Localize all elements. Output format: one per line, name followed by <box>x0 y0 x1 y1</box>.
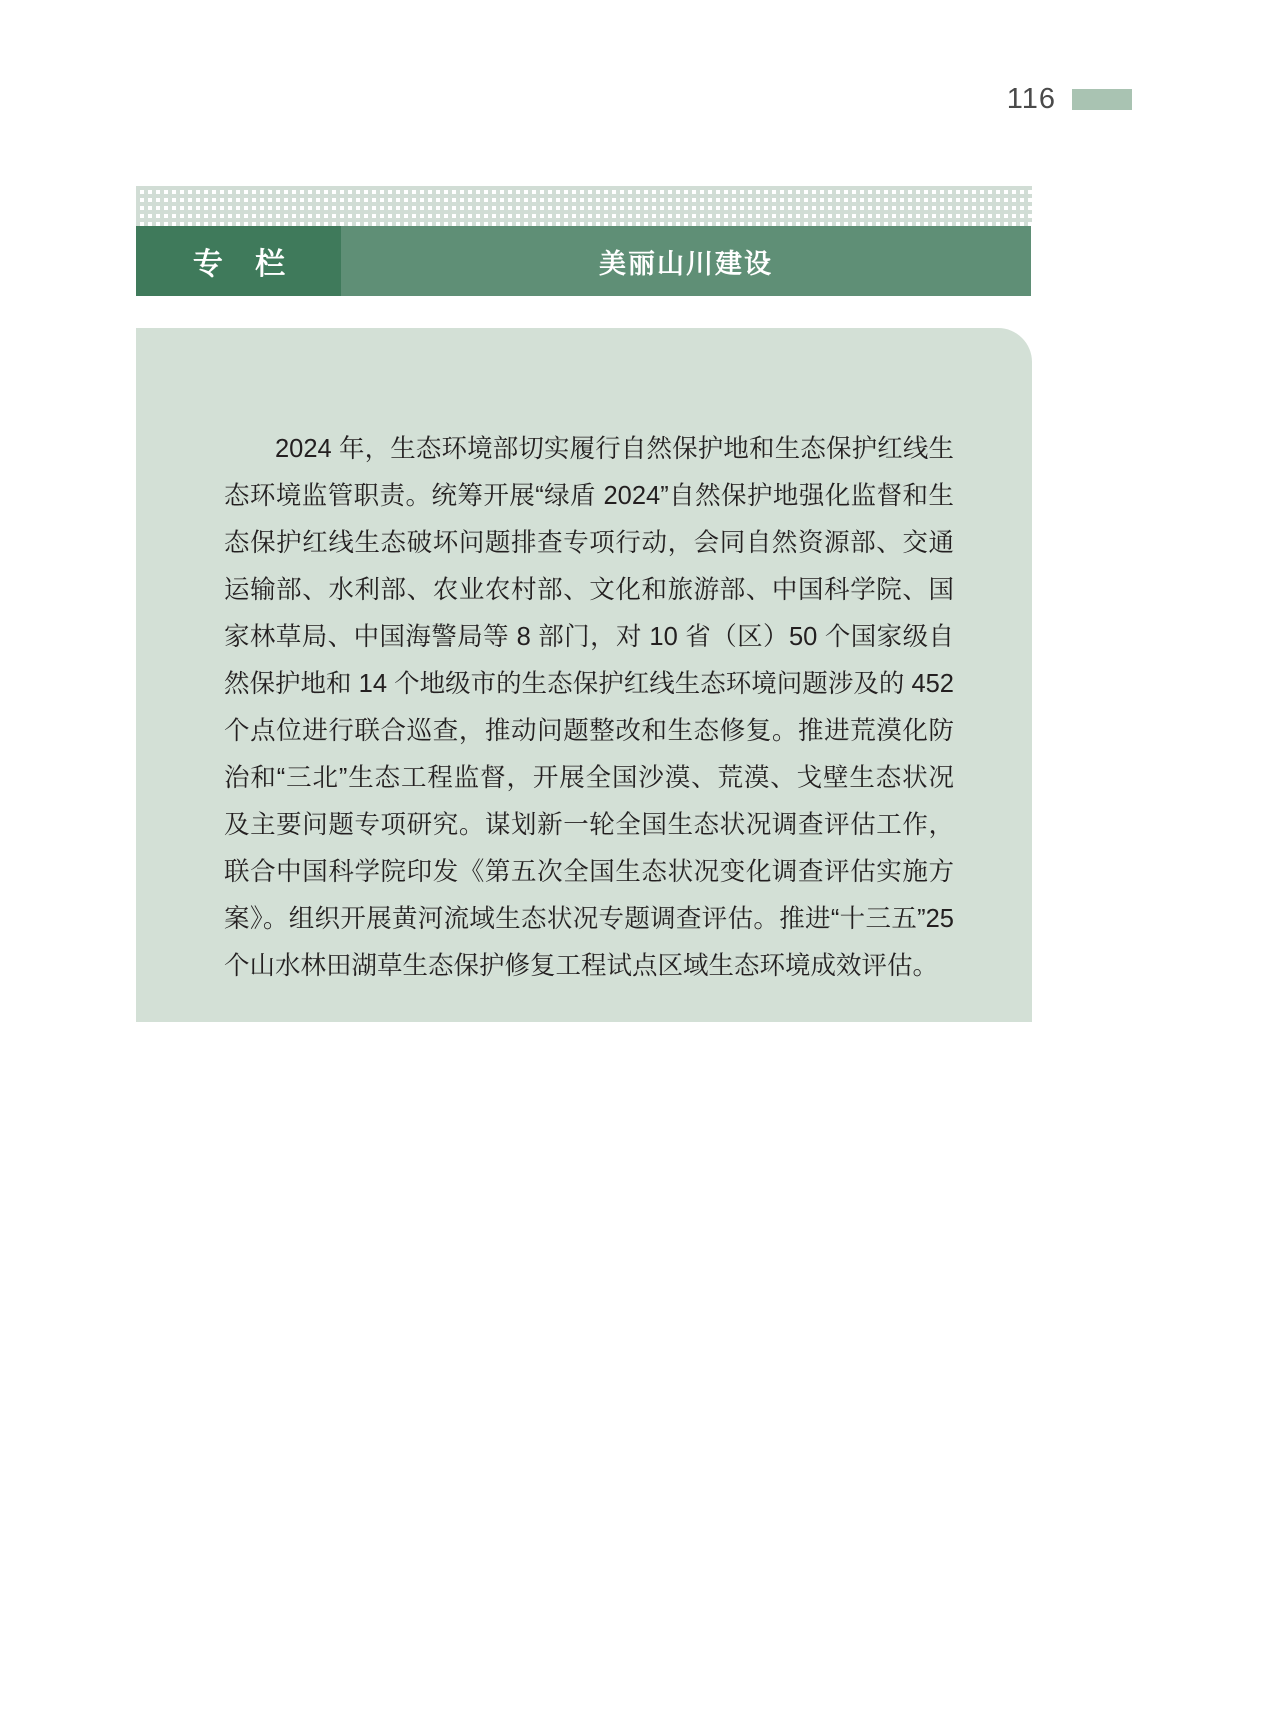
column-tag-label: 专 栏 <box>136 226 342 296</box>
column-title: 美丽山川建设 <box>341 226 1031 296</box>
column-body-panel <box>136 328 1032 1022</box>
page-marker-block <box>1072 89 1132 110</box>
page-header <box>1007 85 1132 114</box>
column-body-text: 2024 年，生态环境部切实履行自然保护地和生态保护红线生态环境监管职责。统筹开展“绿盾 2024”自然保护地强化监督和生态保护红线生态破坏问题排查专项行动，会同自然资源部、交通运输部、水利部、农业农村部、文化和旅游部、中国科学院、国家林草局、中国海警局等 8 部门，对 10 省（区）50 个国家级自然保护地和 14 个地级市的生态保护红线生态环境问题涉及的 452 个点位进行联合巡查，推动问题整改和生态修复。推进荒漠化防治和“三北”生态工程监督，开展全国沙漠、荒漠、戈壁生态状况及主要问题专项研究。谋划新一轮全国生态状况调查评估工作，联合中国科学院印发《第五次全国生态状况变化调查评估实施方案》。组织开展黄河流域生态状况专题调查评估。推进“十三五”25 个山水林田湖草生态保护修复工程试点区域生态环境成效评估。 <box>224 434 954 980</box>
column-title-bar <box>136 226 1032 296</box>
dotted-texture-strip <box>136 186 1032 226</box>
page-number: 116 <box>1006 83 1056 115</box>
